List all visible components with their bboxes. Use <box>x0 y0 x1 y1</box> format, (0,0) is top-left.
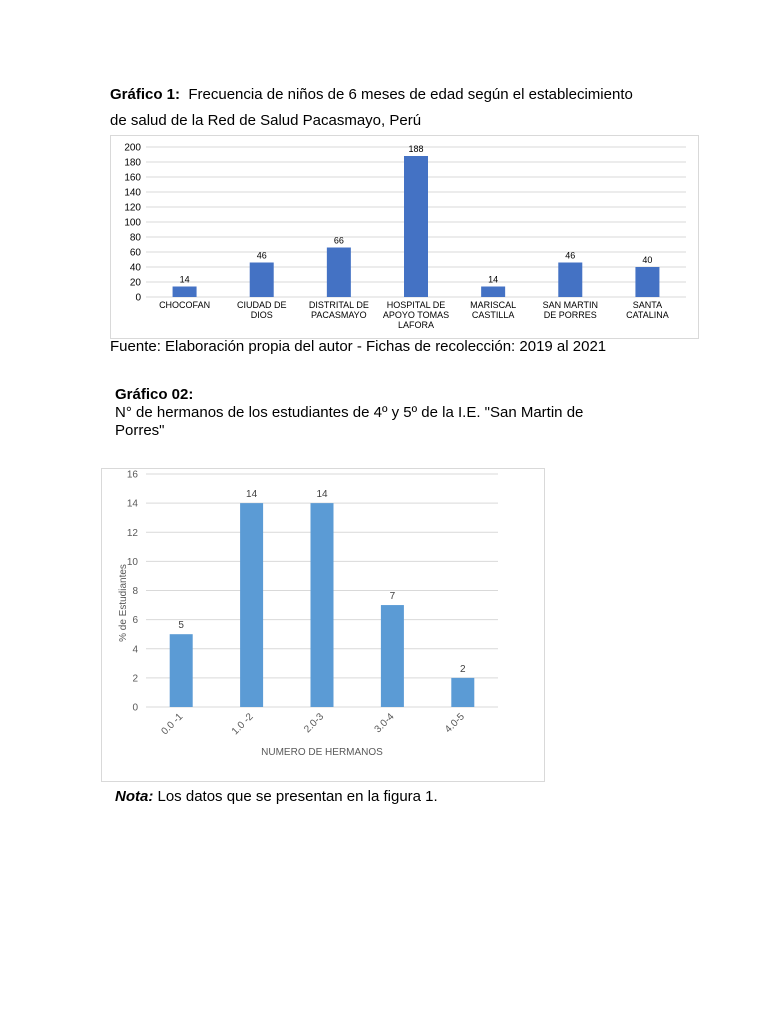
chart2-data-label-0: 5 <box>178 620 184 632</box>
chart1-bar-2 <box>327 248 351 298</box>
chart1-bar-5 <box>558 263 582 298</box>
chart1-ytick-label-3: 60 <box>129 247 141 259</box>
chart2-category-label-0: 0.0 -1 <box>159 711 186 738</box>
chart2-ytick-label-4: 8 <box>132 586 138 597</box>
figure1-heading: Gráfico 1: <box>110 86 181 103</box>
figure2-heading: Gráfico 02: <box>115 386 194 403</box>
chart1-bar-4 <box>481 287 505 298</box>
chart1-frame <box>110 135 699 339</box>
chart2-data-label-1: 14 <box>246 489 258 501</box>
chart1-category-label-2-1: PACASMAYO <box>311 310 367 320</box>
chart1-category-label-1-0: CIUDAD DE <box>236 300 287 310</box>
chart1-ytick-label-2: 40 <box>129 262 141 274</box>
chart1-ytick-label-0: 0 <box>135 292 141 304</box>
chart1-category-label-3-2: LAFORA <box>397 320 435 330</box>
chart2-category-label-3: 3.0-4 <box>372 711 397 736</box>
chart1-data-label-4: 14 <box>488 274 499 285</box>
chart1-category-label-6-1: CATALINA <box>626 310 669 320</box>
figure1-caption-line1: Frecuencia de niños de 6 meses de edad según el establecimiento <box>188 86 633 103</box>
chart1-bar-3 <box>404 156 428 297</box>
chart1-ytick-label-7: 140 <box>124 187 141 199</box>
chart2-ytick-label-0: 0 <box>132 702 138 714</box>
chart2-category-label-1: 1.0 -2 <box>229 711 256 738</box>
chart2-data-label-4: 2 <box>460 663 466 675</box>
chart1-ytick-label-6: 120 <box>124 202 141 214</box>
chart1-category-label-3-0: HOSPITAL DE <box>386 300 446 310</box>
chart2-data-label-2: 14 <box>316 489 328 501</box>
chart1-ytick-label-9: 180 <box>124 157 141 169</box>
chart1-bar-1 <box>250 263 274 298</box>
chart2-category-label-4: 4.0-5 <box>443 711 467 736</box>
chart1-data-label-0: 14 <box>179 274 190 285</box>
chart2-ytick-label-6: 12 <box>126 527 138 539</box>
chart1-data-label-5: 46 <box>565 250 576 261</box>
chart1-ytick-label-1: 20 <box>129 277 141 289</box>
chart2-ytick-label-5: 10 <box>126 556 138 568</box>
chart1-data-label-3: 188 <box>408 144 424 154</box>
figure2-caption-line1: N° de hermanos de los estudiantes de 4º y 5º de la I.E. "San Martin de <box>115 404 584 421</box>
chart1-data-label-1: 46 <box>256 250 267 261</box>
chart2-svg <box>102 469 544 781</box>
chart2-ytick-label-7: 14 <box>126 498 138 510</box>
chart2-x-axis-title: NUMERO DE HERMANOS <box>261 747 383 758</box>
figure1-source: Fuente: Elaboración propia del autor - Fichas de recolección: 2019 al 2021 <box>110 338 607 355</box>
chart2-data-label-3: 7 <box>389 591 396 603</box>
chart1-data-label-2: 66 <box>333 235 344 246</box>
chart1-category-label-3-1: APOYO TOMAS <box>382 310 450 320</box>
chart1-bar-0 <box>173 287 197 298</box>
chart2-bar-1 <box>240 503 263 707</box>
chart1-category-label-0-0: CHOCOFAN <box>159 300 211 310</box>
chart2-ytick-label-1: 2 <box>132 673 138 685</box>
figure1-caption-line2: de salud de la Red de Salud Pacasmayo, Perú <box>110 112 422 129</box>
figure2-caption-line2: Porres" <box>115 422 165 439</box>
chart2-frame <box>101 468 545 782</box>
chart2-ytick-label-3: 6 <box>132 615 138 627</box>
figure1-caption <box>110 82 710 134</box>
chart1-category-label-6-0: SANTA <box>632 300 663 310</box>
chart1-category-label-5-1: DE PORRES <box>543 310 597 320</box>
chart2-y-axis-title: % de Estudiantes <box>118 564 129 642</box>
chart2-ytick-label-8: 16 <box>126 469 138 481</box>
chart1-ytick-label-4: 80 <box>129 232 141 244</box>
note-text: Los datos que se presentan en la figura 1. <box>157 788 438 805</box>
chart1-category-label-4-0: MARISCAL <box>470 300 517 310</box>
chart2-category-label-2: 2.0-3 <box>302 711 327 736</box>
chart2-bar-4 <box>451 678 474 707</box>
chart1-category-label-5-0: SAN MARTIN <box>542 300 598 310</box>
chart1-data-label-6: 40 <box>642 255 653 265</box>
chart2-bar-3 <box>381 605 404 707</box>
figure2-note <box>115 784 438 810</box>
chart1-ytick-label-5: 100 <box>124 217 141 229</box>
note-label: Nota: <box>115 788 154 805</box>
chart1-category-label-2-0: DISTRITAL DE <box>308 300 369 310</box>
chart1-ytick-label-10: 200 <box>124 142 141 154</box>
chart2-bar-0 <box>170 634 193 707</box>
chart1-category-label-4-1: CASTILLA <box>471 310 515 320</box>
chart1-svg <box>111 136 698 338</box>
chart1-ytick-label-8: 160 <box>124 172 141 184</box>
chart2-ytick-label-2: 4 <box>132 644 138 656</box>
chart2-bar-2 <box>311 503 334 707</box>
figure2-caption <box>115 386 675 440</box>
chart1-bar-6 <box>635 267 659 297</box>
chart1-category-label-1-1: DIOS <box>250 310 273 320</box>
